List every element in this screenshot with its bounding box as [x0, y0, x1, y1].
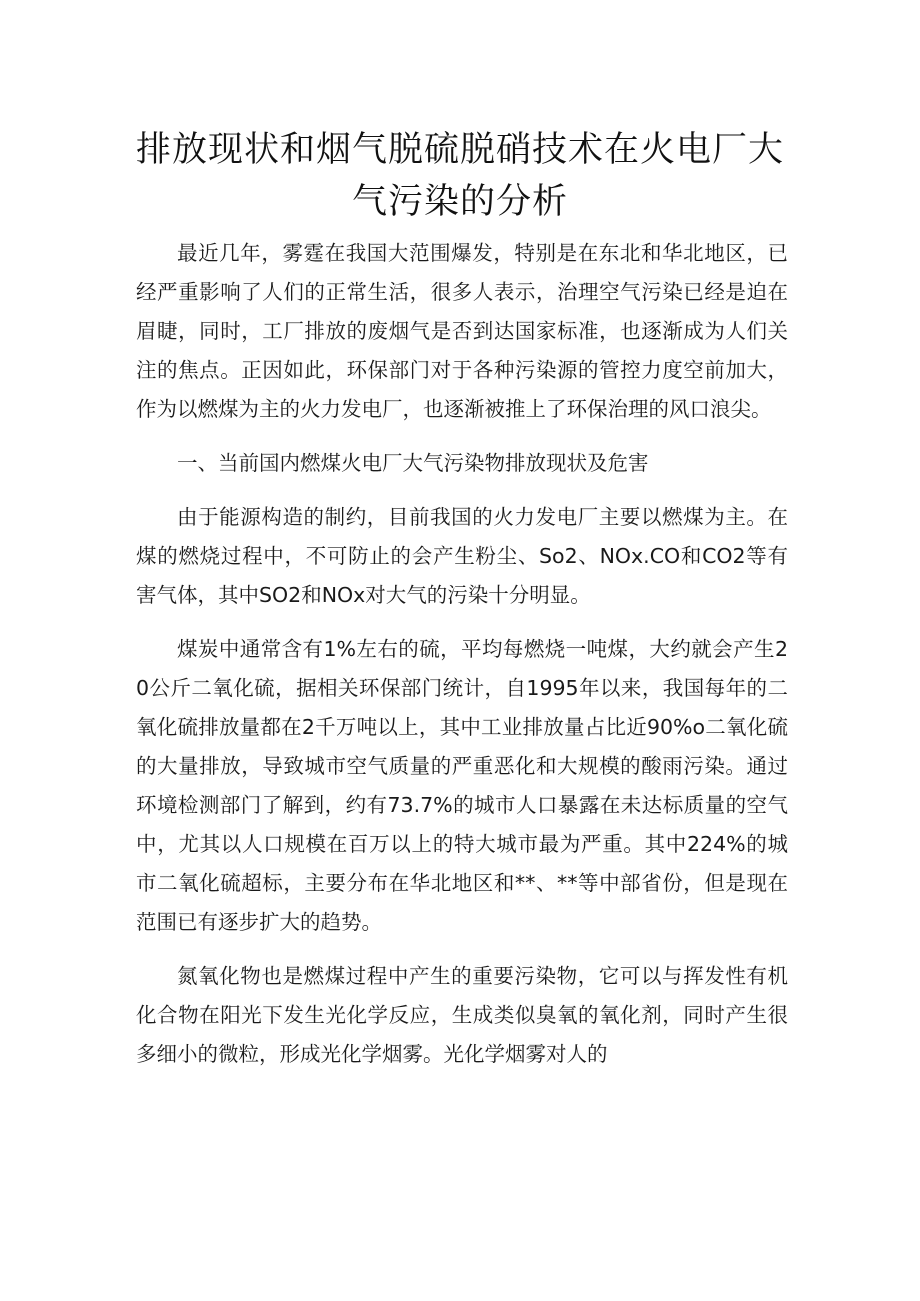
title-line-2: 气污染的分析: [351, 182, 568, 222]
paragraph-energy-structure: 由于能源构造的制约，目前我国的火力发电厂主要以燃煤为主。在煤的燃烧过程中，不可防止的会产生粉尘、So2、NOx.CO和CO2等有害气体，其中SO2和NOx对大气的污染十分明显。: [136, 505, 788, 607]
document-body: [136, 234, 788, 1089]
title-line-1: 排放现状和烟气脱硫脱硝技术在火电厂大: [135, 130, 784, 170]
paragraph-intro: 最近几年，雾霆在我国大范围爆发，特别是在东北和华北地区，已经严重影响了人们的正常生活，很多人表示，治理空气污染已经是迫在眉睫，同时，工厂排放的废烟气是否到达国家标准，也逐渐成为人们关注的焦点。正因如此，环保部门对于各种污染源的管控力度空前加大，作为以燃煤为主的火力发电厂，也逐渐被推上了环保治理的风口浪尖。: [136, 241, 788, 421]
paragraph-sulfur-dioxide: 煤炭中通常含有1%左右的硫，平均每燃烧一吨煤，大约就会产生20公斤二氧化硫，据相关环保部门统计，自1995年以来，我国每年的二氧化硫排放量都在2千万吨以上，其中工业排放量占比近90%o二氧化硫的大量排放，导致城市空气质量的严重恶化和大规模的酸雨污染。通过环境检测部门了解到，约有73.7%的城市人口暴露在未达标质量的空气中，尤其以人口规模在百万以上的特大城市最为严重。其中224%的城市二氧化硫超标，主要分布在华北地区和**、**等中部省份，但是现在范围已有逐步扩大的趋势。: [136, 637, 788, 934]
paragraph-nitrogen-oxides: 氮氧化物也是燃煤过程中产生的重要污染物，它可以与挥发性有机化合物在阳光下发生光化学反应，生成类似臭氧的氧化剂，同时产生很多细小的微粒，形成光化学烟雾。光化学烟雾对人的: [136, 964, 788, 1066]
section-heading-1: 一、当前国内燃煤火电厂大气污染物排放现状及危害: [177, 451, 649, 475]
document-title: [120, 124, 800, 228]
